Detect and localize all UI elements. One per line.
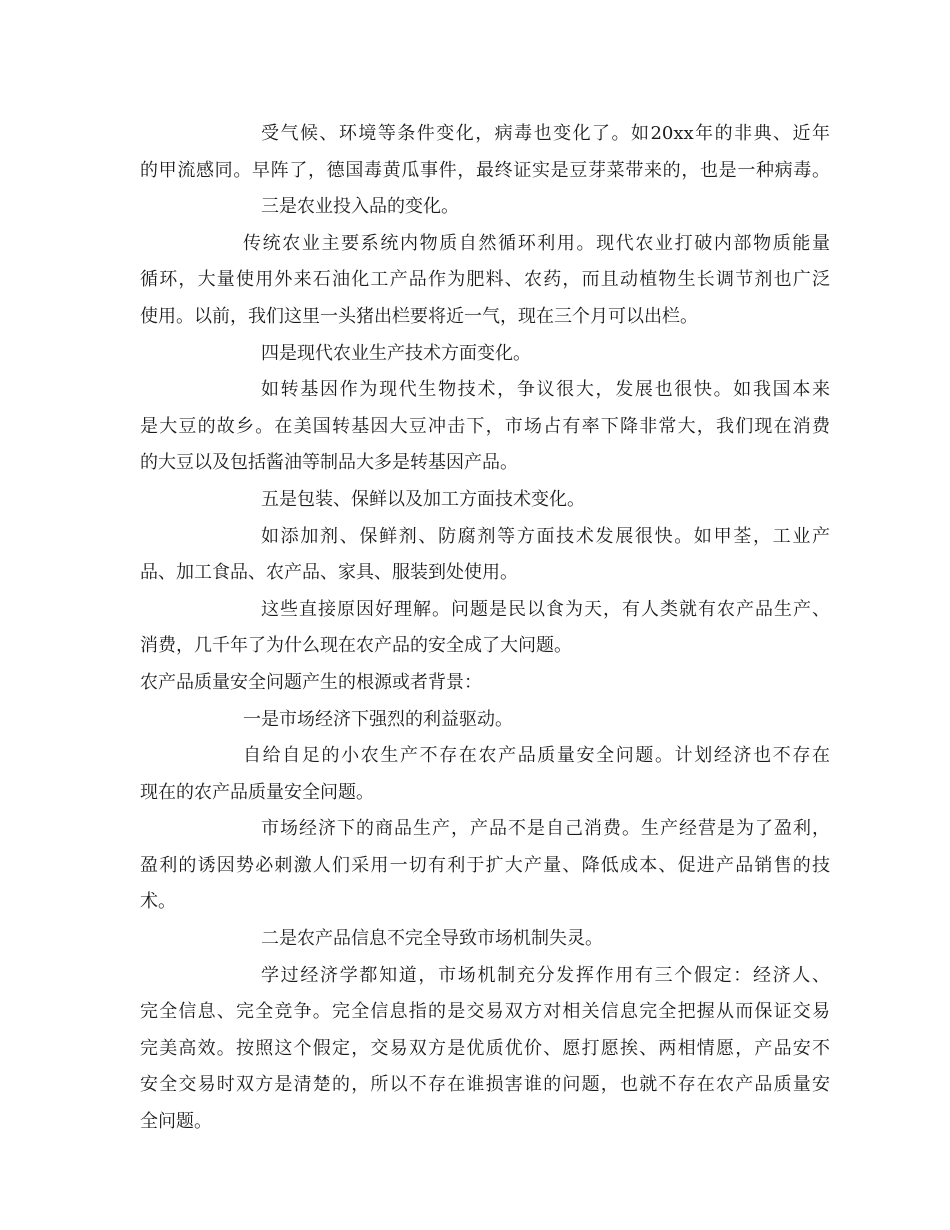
- text-line: 完美高效。按照这个假定，交易双方是优质优价、愿打愿挨、两相情愿，产品安不: [140, 1037, 830, 1059]
- text-line: 自给自足的小农生产不存在农产品质量安全问题。计划经济也不存在: [243, 745, 830, 767]
- section-heading: 三是农业投入品的变化。: [261, 196, 459, 218]
- text-line: 完全信息、完全竞争。完全信息指的是交易双方对相关信息完全把握从而保证交易: [140, 1001, 830, 1023]
- section-heading: 四是现代农业生产技术方面变化。: [261, 342, 531, 364]
- text-line: 这些直接原因好理解。问题是民以食为天，有人类就有农产品生产、: [261, 598, 830, 620]
- text-line: 消费，几千年了为什么现在农产品的安全成了大问题。: [140, 635, 572, 657]
- text-line: 的大豆以及包括酱油等制品大多是转基因产品。: [140, 452, 518, 474]
- text-line: 安全交易时双方是清楚的，所以不存在谁损害谁的问题，也就不存在农产品质量安: [140, 1074, 830, 1096]
- text-line: 受气候、环境等条件变化，病毒也变化了。如20xx年的非典、近年: [261, 123, 830, 144]
- text-line: 使用。以前，我们这里一头猪出栏要将近一气，现在三个月可以出栏。: [140, 305, 698, 327]
- section-heading: 一是市场经济下强烈的利益驱动。: [243, 708, 513, 730]
- text-line: 盈利的诱因势必刺激人们采用一切有利于扩大产量、降低成本、促进产品销售的技: [140, 854, 830, 876]
- text-line: 的甲流感同。早阵了，德国毒黄瓜事件，最终证实是豆芽菜带来的，也是一种病毒。: [140, 159, 830, 181]
- text-line: 如添加剂、保鲜剂、防腐剂等方面技术发展很快。如甲荃，工业产: [261, 525, 830, 547]
- text-line: 全问题。: [140, 1111, 212, 1133]
- text-line: 术。: [140, 891, 176, 913]
- text-line: 是大豆的故乡。在美国转基因大豆冲击下，市场占有率下降非常大，我们现在消费: [140, 415, 830, 437]
- section-heading: 五是包装、保鲜以及加工方面技术变化。: [261, 488, 585, 510]
- section-heading: 二是农产品信息不完全导致市场机制失灵。: [261, 928, 603, 950]
- text-line: 市场经济下的商品生产，产品不是自己消费。生产经营是为了盈利，: [261, 818, 830, 840]
- text-line: 现在的农产品质量安全问题。: [140, 781, 374, 803]
- document-body: [140, 116, 830, 1141]
- section-heading: 农产品质量安全问题产生的根源或者背景：: [140, 671, 482, 693]
- text-line: 传统农业主要系统内物质自然循环利用。现代农业打破内部物质能量: [243, 232, 830, 254]
- text-line: 循环，大量使用外来石油化工产品作为肥料、农药，而且动植物生长调节剂也广泛: [140, 269, 830, 291]
- text-line: 品、加工食品、农产品、家具、服装到处使用。: [140, 562, 518, 584]
- text-line: 学过经济学都知道，市场机制充分发挥作用有三个假定：经济人、: [261, 964, 830, 986]
- text-line: 如转基因作为现代生物技术，争议很大，发展也很快。如我国本来: [261, 379, 830, 401]
